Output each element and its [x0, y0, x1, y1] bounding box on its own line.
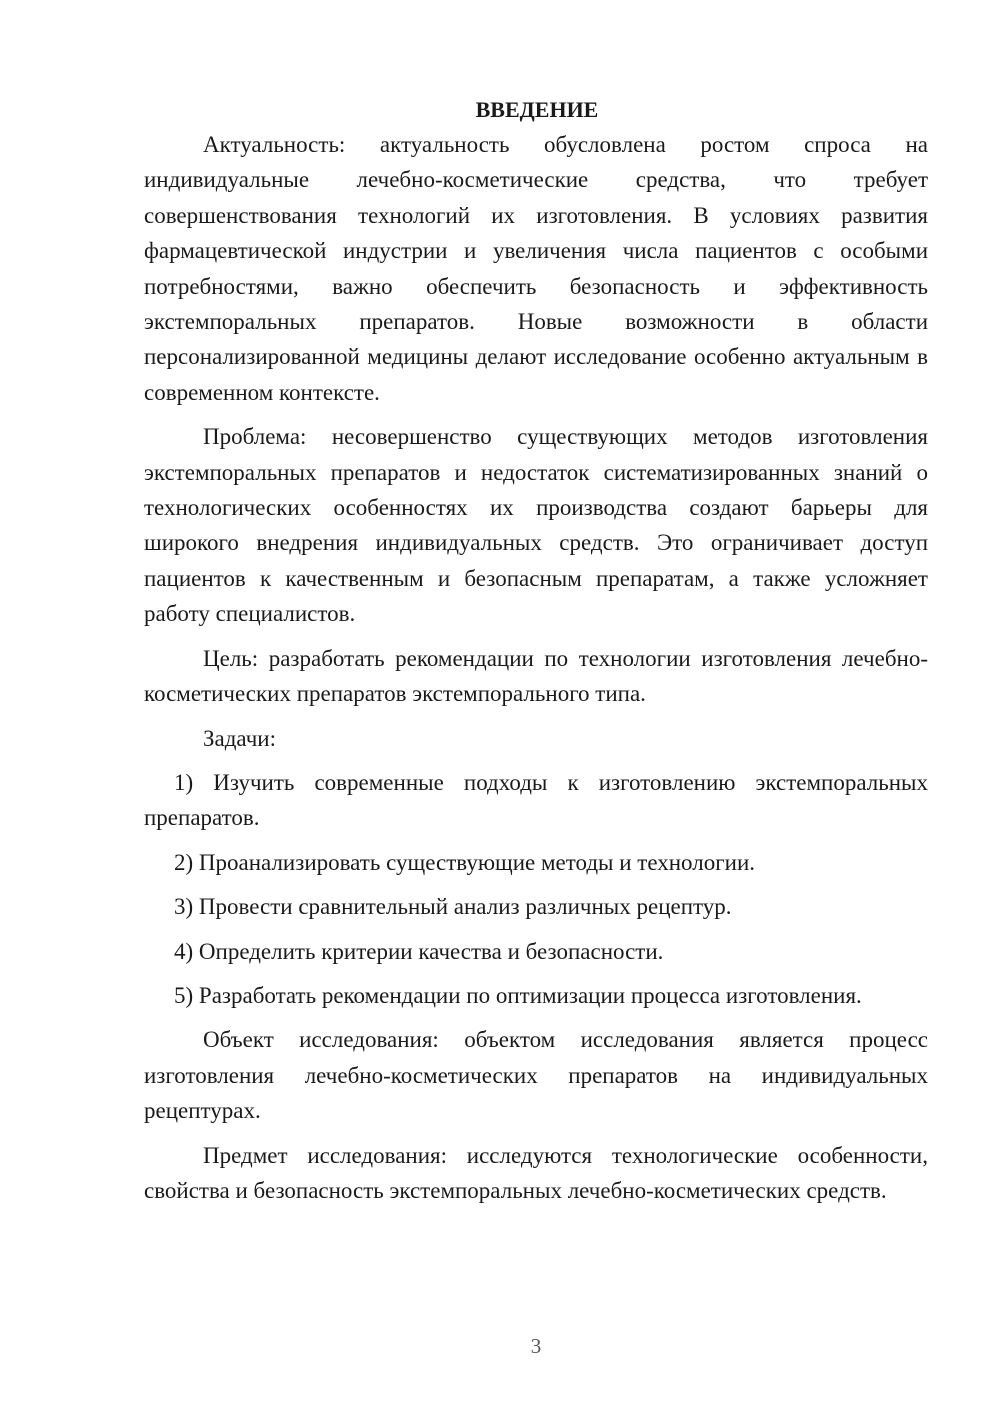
task-item: 5) Разработать рекомендации по оптимизации процесса изготовления.: [174, 982, 862, 1008]
problem-paragraph: Проблема: несовершенство существующих методов изготовления экстемпоральных препаратов и недостаток систематизированных знаний о технологических особенностях их производства создают барьеры для широкого внедрения индивидуальных средств. Это ограничивает доступ пациентов к качественным и безопасным препаратам, а также усложняет работу специалистов.: [144, 424, 928, 627]
subject-paragraph: Предмет исследования: исследуются технологические особенности, свойства и безопасность экстемпоральных лечебно-косметических средств.: [144, 1142, 928, 1203]
tasks-heading: Задачи:: [203, 725, 276, 751]
task-item: 1) Изучить современные подходы к изготовлению экстемпоральных препаратов.: [144, 769, 928, 831]
task-item: 3) Провести сравнительный анализ различных рецептур.: [174, 894, 732, 920]
task-item: 4) Определить критерии качества и безопасности.: [174, 938, 664, 964]
task-item: 2) Проанализировать существующие методы и технологии.: [174, 849, 756, 875]
goal-paragraph: Цель: разработать рекомендации по технологии изготовления лечебно-косметических препаратов экстемпорального типа.: [144, 645, 928, 707]
relevance-paragraph: Актуальность: актуальность обусловлена ростом спроса на индивидуальные лечебно-косметические средства, что требует совершенствования технологий их изготовления. В условиях развития фармацевтической индустрии и увеличения числа пациентов с особыми потребностями, важно обеспечить безопасность и эффективность экстемпоральных препаратов. Новые возможности в области персонализированной медицины делают исследование особенно актуальным в современном контексте.: [144, 132, 928, 405]
page-number: 3: [530, 1334, 542, 1358]
page-content: [144, 92, 928, 1217]
object-paragraph: Объект исследования: объектом исследования является процесс изготовления лечебно-косметических препаратов на индивидуальных рецептурах.: [144, 1027, 928, 1124]
section-title: ВВЕДЕНИЕ: [475, 97, 599, 122]
